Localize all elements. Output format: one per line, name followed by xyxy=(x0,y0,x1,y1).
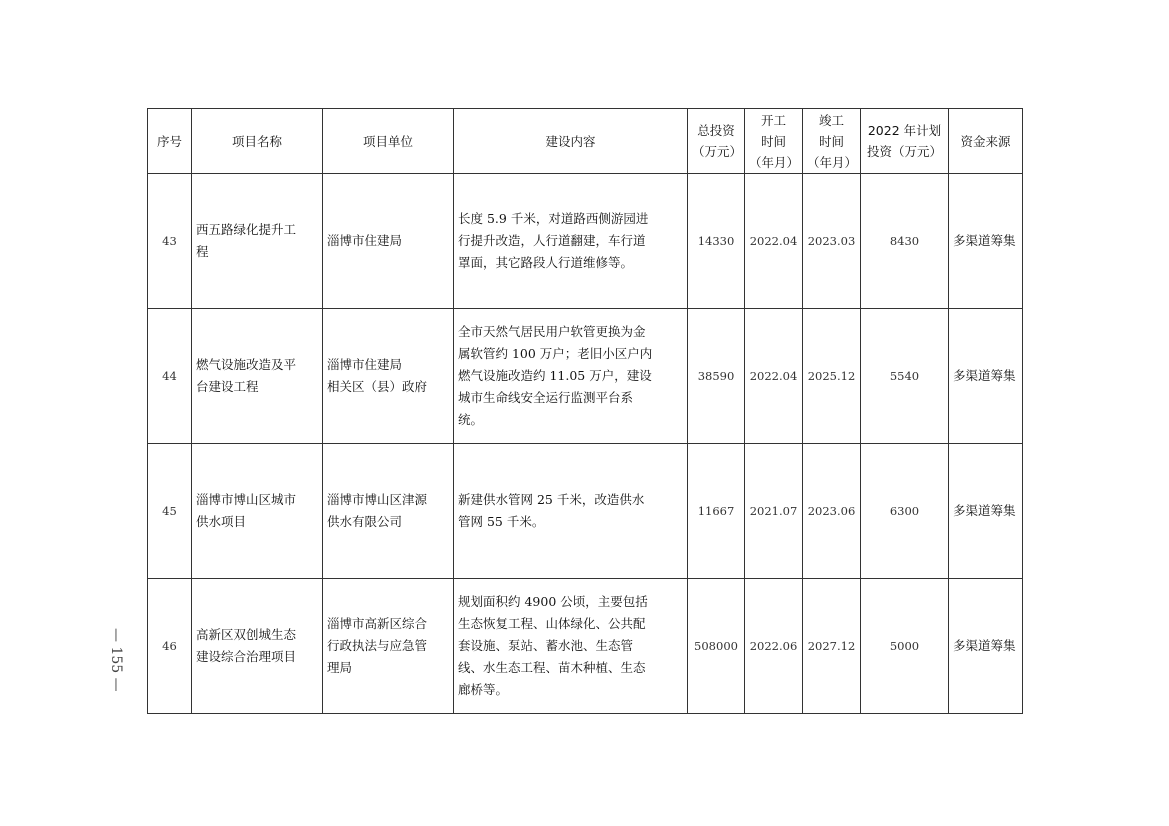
cell-unit: 淄博市住建局 相关区（县）政府 xyxy=(323,309,454,444)
header-plan2022: 2022 年计划 投资（万元） xyxy=(861,109,949,174)
cell-name: 西五路绿化提升工 程 xyxy=(192,174,323,309)
header-unit: 项目单位 xyxy=(323,109,454,174)
cell-start: 2022.04 xyxy=(745,309,803,444)
header-content: 建设内容 xyxy=(454,109,688,174)
cell-no: 43 xyxy=(148,174,192,309)
cell-end: 2025.12 xyxy=(803,309,861,444)
cell-start: 2022.06 xyxy=(745,579,803,714)
cell-total: 38590 xyxy=(688,309,745,444)
table-row xyxy=(148,309,1023,444)
cell-content: 全市天然气居民用户软管更换为金 属软管约 100 万户；老旧小区户内 燃气设施改造约 11.05 万户，建设 城市生命线安全运行监测平台系 统。 xyxy=(454,309,688,444)
cell-content: 规划面积约 4900 公顷，主要包括 生态恢复工程、山体绿化、公共配 套设施、泵站、蓄水池、生态管 线、水生态工程、苗木种植、生态 廊桥等。 xyxy=(454,579,688,714)
cell-plan2022: 5000 xyxy=(861,579,949,714)
table-row xyxy=(148,579,1023,714)
cell-end: 2027.12 xyxy=(803,579,861,714)
cell-plan2022: 6300 xyxy=(861,444,949,579)
header-fund: 资金来源 xyxy=(949,109,1023,174)
cell-plan2022: 5540 xyxy=(861,309,949,444)
cell-unit: 淄博市博山区津源 供水有限公司 xyxy=(323,444,454,579)
cell-name: 淄博市博山区城市 供水项目 xyxy=(192,444,323,579)
cell-total: 11667 xyxy=(688,444,745,579)
header-name: 项目名称 xyxy=(192,109,323,174)
header-no: 序号 xyxy=(148,109,192,174)
cell-unit: 淄博市高新区综合 行政执法与应急管 理局 xyxy=(323,579,454,714)
projects-table xyxy=(147,108,1023,714)
cell-name: 燃气设施改造及平 台建设工程 xyxy=(192,309,323,444)
cell-fund: 多渠道筹集 xyxy=(949,444,1023,579)
header-start: 开工 时间 （年月） xyxy=(745,109,803,174)
cell-end: 2023.06 xyxy=(803,444,861,579)
header-end: 竣工 时间 （年月） xyxy=(803,109,861,174)
cell-fund: 多渠道筹集 xyxy=(949,579,1023,714)
cell-total: 14330 xyxy=(688,174,745,309)
cell-fund: 多渠道筹集 xyxy=(949,309,1023,444)
cell-content: 长度 5.9 千米，对道路西侧游园进 行提升改造，人行道翻建，车行道 罩面，其它路段人行道维修等。 xyxy=(454,174,688,309)
cell-start: 2022.04 xyxy=(745,174,803,309)
cell-total: 508000 xyxy=(688,579,745,714)
cell-no: 44 xyxy=(148,309,192,444)
header-row xyxy=(148,109,1023,174)
table-row xyxy=(148,174,1023,309)
cell-unit: 淄博市住建局 xyxy=(323,174,454,309)
table-row xyxy=(148,444,1023,579)
cell-fund: 多渠道筹集 xyxy=(949,174,1023,309)
cell-end: 2023.03 xyxy=(803,174,861,309)
header-total: 总投资 （万元） xyxy=(688,109,745,174)
cell-plan2022: 8430 xyxy=(861,174,949,309)
cell-start: 2021.07 xyxy=(745,444,803,579)
cell-no: 45 xyxy=(148,444,192,579)
cell-name: 高新区双创城生态 建设综合治理项目 xyxy=(192,579,323,714)
page-number: — 155 — xyxy=(108,628,124,692)
cell-no: 46 xyxy=(148,579,192,714)
cell-content: 新建供水管网 25 千米，改造供水 管网 55 千米。 xyxy=(454,444,688,579)
